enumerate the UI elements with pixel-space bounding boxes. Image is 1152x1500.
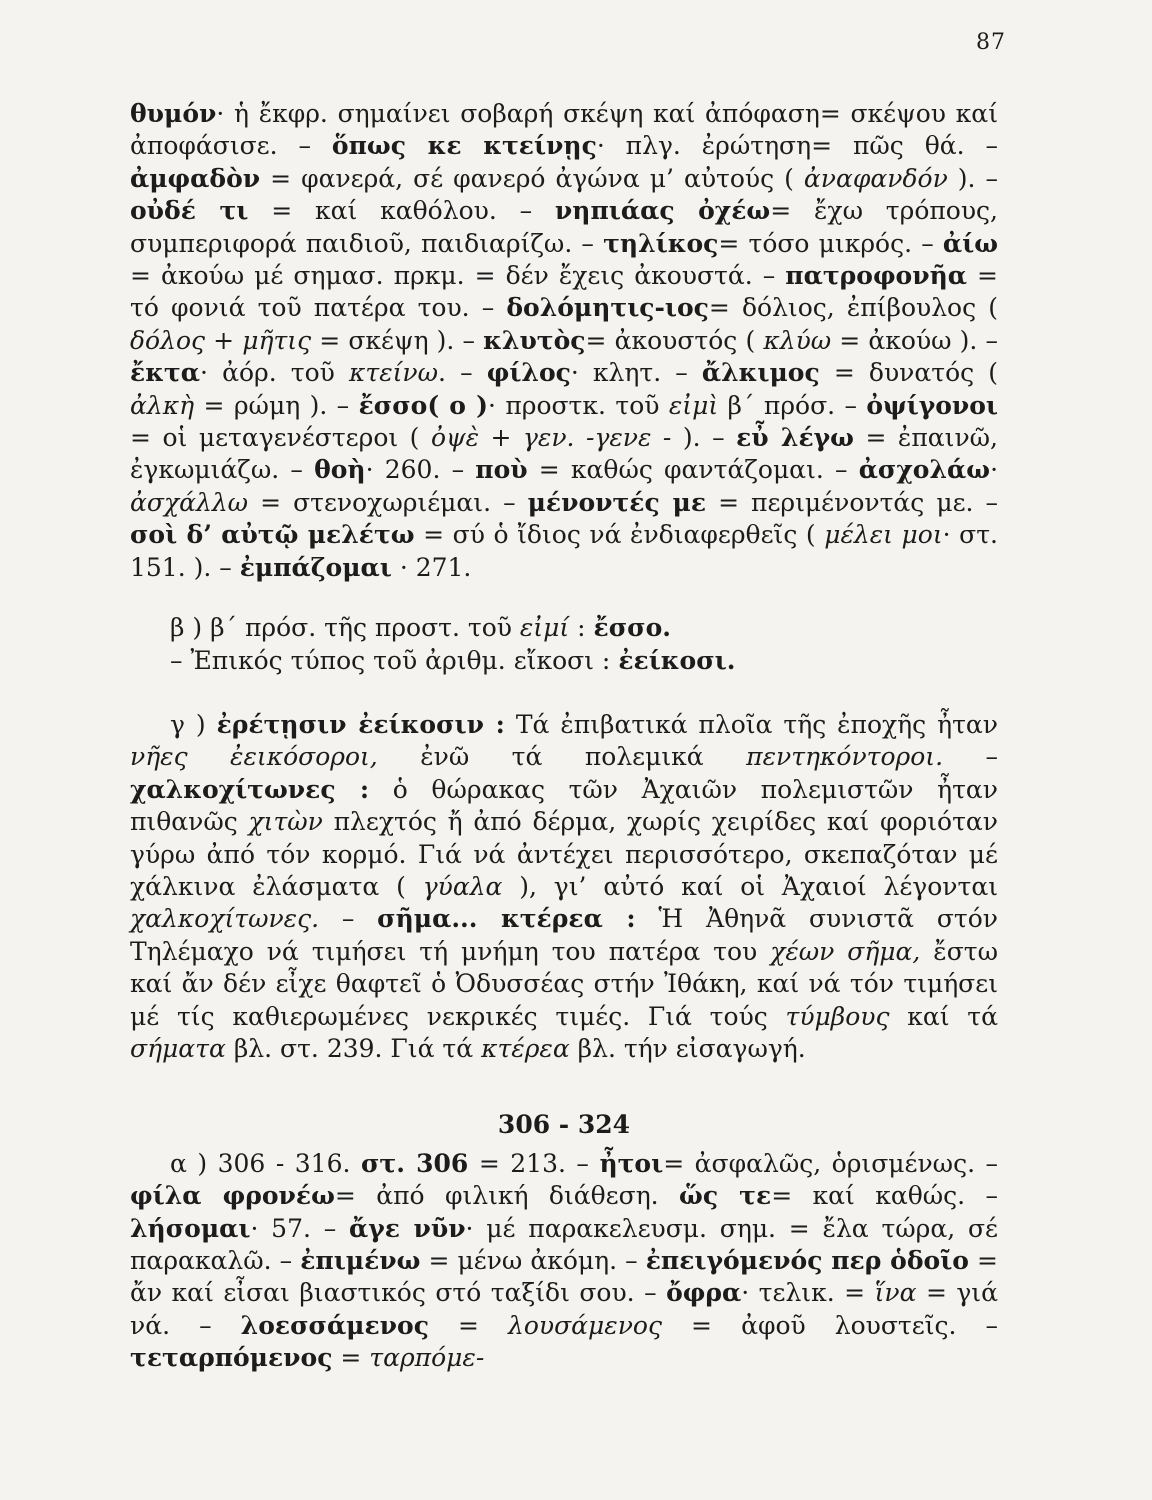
bold-term: πατροφονῆα	[785, 261, 967, 291]
italic-term: χέων σῆμα,	[770, 936, 921, 966]
italic-term: λουσάμενος	[508, 1310, 662, 1340]
italic-term: πεντηκόντοροι.	[746, 742, 944, 772]
bold-term: ἐπιμένω	[300, 1246, 421, 1275]
text-run: ὁ θώρακας τῶν Ἀχαιῶν πολεμιστῶν ἦταν πιθανῶς	[130, 774, 998, 837]
text-run: = καθώς φαντάζομαι. –	[527, 455, 859, 485]
bold-term: ὥς τε	[679, 1181, 772, 1211]
page-body	[130, 98, 998, 1375]
bold-term: ὄφρα	[666, 1278, 742, 1308]
text-run: ). –	[947, 163, 999, 193]
bold-term: ἀμφαδὸν	[130, 163, 261, 193]
text-run: = περιμένοντάς με. –	[706, 487, 999, 517]
bold-term: φίλος	[486, 358, 571, 388]
bold-term: τηλίκος	[603, 228, 719, 258]
bold-term: λήσομαι	[130, 1213, 251, 1243]
page-number: 87	[976, 30, 1006, 55]
bold-term: ἄγε νῦν	[349, 1213, 466, 1243]
text-run: · 271.	[391, 552, 472, 582]
text-run: = ἀκούω ). –	[831, 325, 999, 355]
text-run: = ρώμη ). –	[194, 390, 359, 420]
text-run: · μέ παρακελευσμ. σημ. = ἔλα τώρα, σέ παρακαλῶ. –	[130, 1213, 998, 1275]
italic-term: κτέρεα	[481, 1033, 570, 1063]
bold-term: ἐμπάζομαι	[239, 552, 392, 582]
text-run: β ) β΄ πρόσ. τῆς προστ. τοῦ	[170, 613, 520, 643]
italic-term: ἀναφανδόν	[803, 163, 948, 193]
bold-term: ἐπειγόμενός περ ὁδοῖο	[645, 1246, 969, 1275]
italic-term: ἵνα	[874, 1278, 917, 1308]
text-run: –	[943, 742, 998, 772]
text-run: · 57. –	[250, 1213, 350, 1243]
bold-term: ἐείκοσι.	[618, 645, 736, 675]
text-run: – Ἐπικός τύπος τοῦ ἀριθμ. εἴκοσι :	[170, 645, 619, 675]
text-run: = τόσο μικρός. –	[718, 228, 943, 258]
paragraph-c	[130, 709, 998, 1065]
italic-term: ἀσχάλλω	[130, 487, 249, 517]
text-run: = καί καθώς. –	[771, 1181, 998, 1211]
italic-term: εἰμὶ	[668, 390, 719, 420]
italic-term: δόλος + μῆτις	[130, 325, 312, 355]
text-run: = σκέψη ). –	[311, 325, 484, 355]
bold-term: ἐρέτῃσιν ἐείκοσιν :	[216, 709, 505, 739]
text-run: πλεχτός ἤ ἀπό δέρμα, χωρίς χειρίδες καί φοριόταν γύρω ἀπό τόν κορμό. Γιά νά ἀντέχει περισσότερο, σκεπαζόταν μέ χάλκινα ἐλάσματα (	[130, 807, 998, 901]
bold-term: ὀψίγονοι	[866, 390, 998, 420]
text-run: · ἡ ἔκφρ. σημαίνει σοβαρή σκέψη καί ἀπόφαση= σκέψου καί ἀποφάσισε. –	[130, 99, 998, 161]
text-run: = καί καθόλου. –	[248, 196, 555, 226]
text-run: · 260. –	[365, 455, 476, 485]
bold-term: ἔκτα	[130, 358, 200, 388]
text-run: = μένω ἀκόμη. –	[420, 1246, 646, 1275]
text-run: = ἐπαινῶ, ἐγκωμιάζω. –	[130, 423, 998, 485]
italic-term: μέλει μοι	[824, 520, 943, 550]
text-run: =	[428, 1310, 509, 1340]
text-run: = στενοχωριέμαι. –	[248, 487, 528, 517]
bold-term: φίλα φρονέω	[130, 1181, 335, 1211]
text-run: Τά ἐπιβατικά πλοῖα τῆς ἐποχῆς ἦταν	[504, 709, 998, 739]
bold-term: κλυτὸς	[483, 325, 586, 355]
text-run: :	[569, 613, 594, 643]
italic-term: γύαλα	[422, 871, 503, 901]
bold-term: σῆμα... κτέρεα :	[377, 904, 636, 934]
text-run: = οἱ μεταγενέστεροι (	[130, 423, 431, 453]
text-run: = ἄν καί εἶσαι βιαστικός στό ταξίδι σου. –	[130, 1246, 998, 1308]
italic-term: χιτὼν	[248, 807, 323, 837]
bold-term: ἀσχολάω	[858, 455, 991, 485]
text-run: · τελικ. =	[741, 1278, 875, 1308]
bold-term: σοὶ δ’ αὐτῷ μελέτω	[130, 520, 415, 550]
bold-term: δολόμητις-ιος	[506, 293, 709, 323]
text-run: = ἀκούω μέ σημασ. πρκμ. = δέν ἔχεις ἀκουστά. –	[130, 261, 786, 291]
text-run: βλ. στ. 239. Γιά τά	[225, 1033, 482, 1063]
bold-term: ποὺ	[475, 455, 528, 485]
text-run: = τό φονιά τοῦ πατέρα του. –	[130, 261, 998, 323]
bold-term: ἦτοι	[599, 1148, 664, 1178]
text-run: Ἡ Ἀθηνᾶ συνιστᾶ στόν Τηλέμαχο νά τιμήσει τή μνήμη του πατέρα του	[130, 904, 998, 966]
italic-term: ὀψὲ + γεν. -γενε -	[430, 423, 672, 453]
bold-term: θυμόν	[130, 99, 217, 128]
text-run: α ) 306 - 316.	[170, 1148, 361, 1178]
text-run: ἔστω καί ἄν δέν εἶχε θαφτεῖ ὁ Ὀδυσσέας στήν Ἰθάκη, καί νά τόν τιμήσει μέ τίς καθιερωμένες νεκρικές τιμές. Γιά τούς	[130, 936, 998, 1031]
bold-term: εὖ λέγω	[736, 423, 854, 453]
text-run: = γιά νά. –	[130, 1278, 998, 1340]
text-run: ). –	[671, 423, 737, 453]
italic-term: σήματα	[130, 1033, 226, 1063]
bold-term: στ. 306	[360, 1148, 469, 1178]
text-run: · κλητ. –	[570, 358, 702, 388]
text-run: = δυνατός (	[819, 358, 998, 388]
text-run: = ἀπό φιλική διάθεση.	[334, 1181, 680, 1211]
bold-term: ὅπως κε κτείνῃς	[331, 131, 597, 161]
bold-term: οὐδέ τι	[130, 196, 249, 226]
italic-term: κτείνω	[348, 358, 438, 388]
italic-term: ταρπόμε-	[369, 1343, 485, 1373]
italic-term: ἀλκὴ	[130, 390, 195, 420]
text-run: · προστκ. τοῦ	[487, 390, 669, 420]
text-run: –	[319, 904, 378, 934]
section-heading: 306 - 324	[497, 1110, 631, 1140]
text-run: ), γι’ αὐτό καί οἱ Ἀχαιοί λέγονται	[502, 871, 999, 901]
italic-term: τύμβους	[785, 1001, 890, 1031]
text-run: = ἀκουστός (	[585, 325, 764, 355]
text-run: . –	[438, 358, 487, 388]
text-run: = 213. –	[468, 1148, 600, 1178]
text-run: καί τά	[889, 1001, 999, 1031]
text-run: · στ. 151. ). –	[130, 520, 998, 582]
text-run: = φανερά, σέ φανερό ἀγώνα μ’ αὐτούς (	[260, 163, 804, 193]
italic-term: εἰμί	[519, 613, 570, 643]
paragraph-b-line-1	[130, 612, 998, 644]
text-run: =	[332, 1343, 370, 1373]
italic-term: νῆες ἐεικόσοροι,	[130, 742, 378, 772]
bold-term: ἀίω	[942, 228, 999, 258]
text-run: γ )	[170, 709, 217, 739]
paragraph-glossary	[130, 98, 998, 584]
text-run: = σύ ὁ ἴδιος νά ἐνδιαφερθεῖς (	[414, 520, 825, 550]
paragraph-d	[130, 1148, 998, 1375]
bold-term: ἄλκιμος	[701, 358, 820, 388]
text-run: = ἔχω τρόπους, συμπεριφορά παιδιοῦ, παιδιαρίζω. –	[130, 196, 998, 258]
text-run: βλ. τήν εἰσαγωγή.	[569, 1033, 806, 1063]
text-run: ἐνῶ τά πολεμικά	[377, 742, 747, 772]
text-run: · ἀόρ. τοῦ	[200, 358, 349, 388]
italic-term: κλύω	[763, 325, 832, 355]
bold-term: θοὴ	[314, 455, 366, 485]
text-run: = δόλιος, ἐπίβουλος (	[708, 293, 998, 323]
bold-term: ἔσσο( ο )	[358, 390, 488, 420]
text-run: · πλγ. ἐρώτηση= πῶς θά. –	[596, 131, 998, 161]
bold-term: ἔσσο.	[593, 613, 671, 643]
bold-term: νηπιάας ὀχέω	[554, 196, 771, 226]
text-run: = ἀφοῦ λουστεῖς. –	[661, 1310, 999, 1340]
bold-term: χαλκοχίτωνες :	[130, 774, 370, 804]
bold-term: λοεσσάμενος	[240, 1310, 429, 1340]
paragraph-b-line-2	[130, 645, 998, 677]
italic-term: χαλκοχίτωνες.	[130, 904, 320, 934]
text-run: β΄ πρόσ. –	[718, 390, 867, 420]
text-run: ·	[990, 455, 999, 485]
bold-term: τεταρπόμενος	[130, 1343, 333, 1373]
text-run: = ἀσφαλῶς, ὁρισμένως. –	[663, 1148, 999, 1178]
bold-term: μένοντές με	[527, 487, 707, 517]
